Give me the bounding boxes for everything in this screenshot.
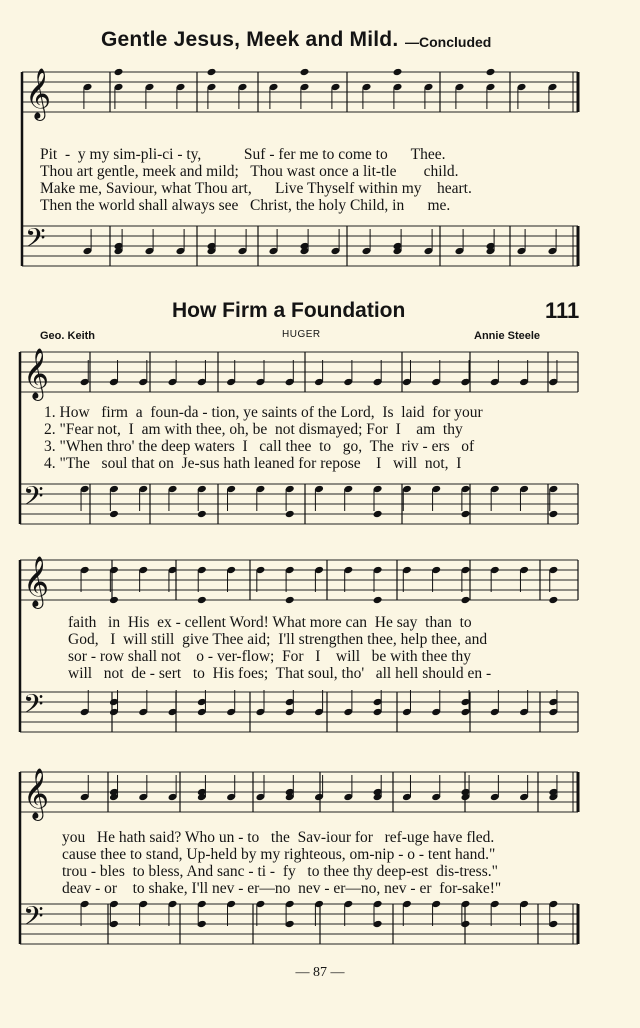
note-head — [197, 510, 207, 519]
note-head — [300, 68, 310, 77]
bass-clef: 𝄢 — [23, 688, 44, 726]
composer-credit: Geo. Keith — [40, 330, 96, 342]
lyric-line: faith in His ex - cellent Word! What more can He say than to — [68, 614, 472, 631]
continued-lyric-verse-4: Then the world shall always see Christ, the holy Child, in me. — [40, 197, 451, 214]
lyric-line: you He hath said? Who un - to the Sav-iour for ref-uge have fled. — [62, 829, 495, 846]
lyric-line: cause thee to stand, Up-held by my righteous, om-nip - o - tent hand." — [62, 846, 496, 863]
note-head — [548, 510, 558, 519]
continued-hymn-title: Gentle Jesus, Meek and Mild. — [101, 28, 399, 51]
continued-label: —Concluded — [405, 34, 492, 50]
note-head — [548, 596, 558, 605]
note-head — [285, 510, 295, 519]
note-head — [285, 596, 295, 605]
lyric-line: will not de - sert to His foes; That soul, tho' all hell should en - — [68, 665, 492, 682]
note-head — [373, 510, 383, 519]
note-head — [109, 510, 119, 519]
page-number: — 87 — — [295, 965, 345, 980]
author-credit: Annie Steele — [474, 330, 541, 342]
lyric-line: 1. How firm a foun-da - tion, ye saints of the Lord, Is laid for your — [44, 404, 483, 421]
bass-clef: 𝄢 — [23, 900, 44, 938]
note-head — [114, 68, 124, 77]
lyric-line: 3. "When thro' the deep waters I call thee to go, The riv - ers of — [44, 438, 475, 455]
continued-lyric-verse-1: Pit - y my sim-pli-ci - ty, Suf - fer me to come to Thee. — [40, 146, 446, 163]
bass-clef: 𝄢 — [25, 222, 46, 260]
lyric-line: 4. "The soul that on Je-sus hath leaned for repose I will not, I — [44, 455, 462, 472]
continued-lyric-verse-2: Thou art gentle, meek and mild; Thou wast once a lit-tle child. — [40, 163, 459, 180]
note-head — [197, 596, 207, 605]
note-head — [207, 68, 217, 77]
lyric-line: 2. "Fear not, I am with thee, oh, be not dismayed; For I am thy — [44, 421, 463, 438]
lyric-line: God, I will still give Thee aid; I'll strengthen thee, help thee, and — [68, 631, 488, 648]
note-head — [373, 596, 383, 605]
lyric-line: trou - bles to bless, And sanc - ti - fy to thee thy deep-est dis-tress." — [62, 863, 498, 880]
hymn-number: 111 — [545, 298, 580, 323]
note-head — [486, 68, 496, 77]
note-head — [460, 596, 470, 605]
lyric-line: deav - or to shake, I'll nev - er—no nev - er—no, nev - er for-sake!" — [62, 880, 502, 897]
hymn-title: How Firm a Foundation — [172, 299, 406, 322]
tune-name: HUGER — [282, 329, 321, 340]
treble-clef: 𝄞 — [23, 768, 50, 819]
treble-clef: 𝄞 — [23, 348, 50, 399]
note-head — [460, 510, 470, 519]
bass-clef: 𝄢 — [23, 480, 44, 518]
note-head — [393, 68, 403, 77]
lyric-line: sor - row shall not o - ver-flow; For I will be with thee thy — [68, 648, 472, 665]
treble-clef: 𝄞 — [25, 68, 52, 119]
note-head — [109, 596, 119, 605]
continued-lyric-verse-3: Make me, Saviour, what Thou art, Live Thyself within my heart. — [40, 180, 472, 197]
treble-clef: 𝄞 — [23, 556, 50, 607]
